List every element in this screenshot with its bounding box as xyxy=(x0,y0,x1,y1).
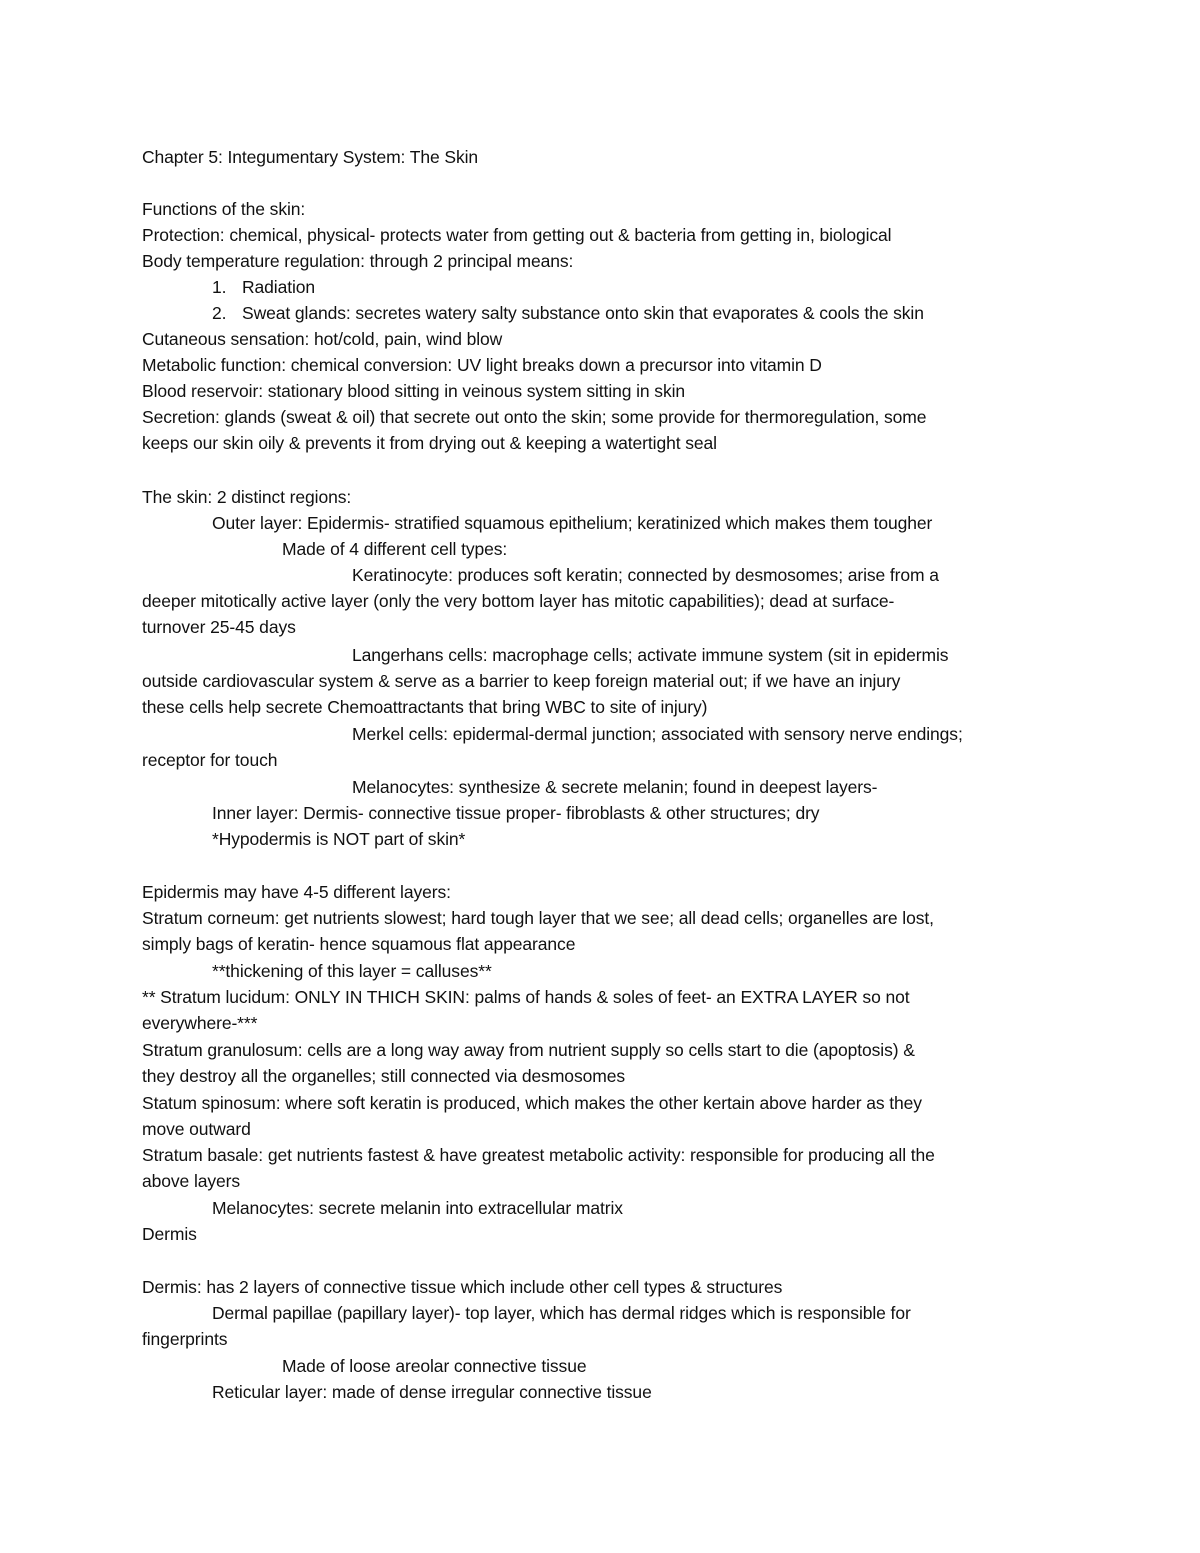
lucidum-line-cont: everywhere-*** xyxy=(142,1013,258,1033)
langerhans-line-cont: these cells help secrete Chemoattractants that bring WBC to site of injury) xyxy=(142,697,708,717)
list-item-number: 1. xyxy=(212,277,227,297)
protection-line: Protection: chemical, physical- protects water from getting out & bacteria from getting in, biological xyxy=(142,225,892,245)
keratinocyte-line-cont: deeper mitotically active layer (only the very bottom layer has mitotic capabilities); dead at surface- xyxy=(142,591,895,611)
functions-heading: Functions of the skin: xyxy=(142,199,306,219)
areolar-line: Made of loose areolar connective tissue xyxy=(282,1356,587,1376)
epidermis-heading: Epidermis may have 4-5 different layers: xyxy=(142,882,451,902)
metabolic-line: Metabolic function: chemical conversion: UV light breaks down a precursor into vitamin D xyxy=(142,355,822,375)
corneum-line: Stratum corneum: get nutrients slowest; hard tough layer that we see; all dead cells; organelles are lost, xyxy=(142,908,934,928)
secretion-line-cont: keeps our skin oily & prevents it from drying out & keeping a watertight seal xyxy=(142,433,717,453)
keratinocyte-line-cont: turnover 25-45 days xyxy=(142,617,296,637)
outer-layer-line: Outer layer: Epidermis- stratified squamous epithelium; keratinized which makes them tougher xyxy=(212,513,933,533)
regions-heading: The skin: 2 distinct regions: xyxy=(142,487,352,507)
langerhans-line: Langerhans cells: macrophage cells; activate immune system (sit in epidermis xyxy=(352,645,949,665)
merkel-line-cont: receptor for touch xyxy=(142,750,278,770)
langerhans-line-cont: outside cardiovascular system & serve as a barrier to keep foreign material out; if we have an injury xyxy=(142,671,901,691)
corneum-line-cont: simply bags of keratin- hence squamous flat appearance xyxy=(142,934,576,954)
granulosum-line: Stratum granulosum: cells are a long way away from nutrient supply so cells start to die (apoptosis) & xyxy=(142,1040,915,1060)
list-item-text: Sweat glands: secretes watery salty substance onto skin that evaporates & cools the skin xyxy=(242,303,924,323)
papillae-line: Dermal papillae (papillary layer)- top layer, which has dermal ridges which is responsible for xyxy=(212,1303,911,1323)
dermis-label: Dermis xyxy=(142,1224,197,1244)
body-temp-line: Body temperature regulation: through 2 principal means: xyxy=(142,251,574,271)
spinosum-line-cont: move outward xyxy=(142,1119,251,1139)
melanocytes-line: Melanocytes: synthesize & secrete melanin; found in deepest layers- xyxy=(352,777,878,797)
spinosum-line: Statum spinosum: where soft keratin is produced, which makes the other kertain above harder as they xyxy=(142,1093,922,1113)
calluses-note: **thickening of this layer = calluses** xyxy=(212,961,492,981)
dermis-heading: Dermis: has 2 layers of connective tissue which include other cell types & structures xyxy=(142,1277,783,1297)
list-item xyxy=(212,300,924,326)
papillae-line-cont: fingerprints xyxy=(142,1329,228,1349)
list-item xyxy=(212,274,315,300)
inner-layer-line: Inner layer: Dermis- connective tissue proper- fibroblasts & other structures; dry xyxy=(212,803,820,823)
basale-line: Stratum basale: get nutrients fastest & have greatest metabolic activity: responsible for producing all the xyxy=(142,1145,935,1165)
melanocytes-line: Melanocytes: secrete melanin into extracellular matrix xyxy=(212,1198,623,1218)
lucidum-line: ** Stratum lucidum: ONLY IN THICH SKIN: palms of hands & soles of feet- an EXTRA LAYER so not xyxy=(142,987,910,1007)
document-title: Chapter 5: Integumentary System: The Skin xyxy=(142,147,479,167)
granulosum-line-cont: they destroy all the organelles; still connected via desmosomes xyxy=(142,1066,625,1086)
basale-line-cont: above layers xyxy=(142,1171,241,1191)
made-of-line: Made of 4 different cell types: xyxy=(282,539,508,559)
list-item-text: Radiation xyxy=(242,277,316,297)
cutaneous-line: Cutaneous sensation: hot/cold, pain, wind blow xyxy=(142,329,503,349)
blood-line: Blood reservoir: stationary blood sitting in veinous system sitting in skin xyxy=(142,381,686,401)
reticular-line: Reticular layer: made of dense irregular connective tissue xyxy=(212,1382,652,1402)
hypodermis-note: *Hypodermis is NOT part of skin* xyxy=(212,829,466,849)
secretion-line: Secretion: glands (sweat & oil) that secrete out onto the skin; some provide for thermoregulation, some xyxy=(142,407,927,427)
merkel-line: Merkel cells: epidermal-dermal junction; associated with sensory nerve endings; xyxy=(352,724,963,744)
keratinocyte-line: Keratinocyte: produces soft keratin; connected by desmosomes; arise from a xyxy=(352,565,939,585)
list-item-number: 2. xyxy=(212,303,227,323)
